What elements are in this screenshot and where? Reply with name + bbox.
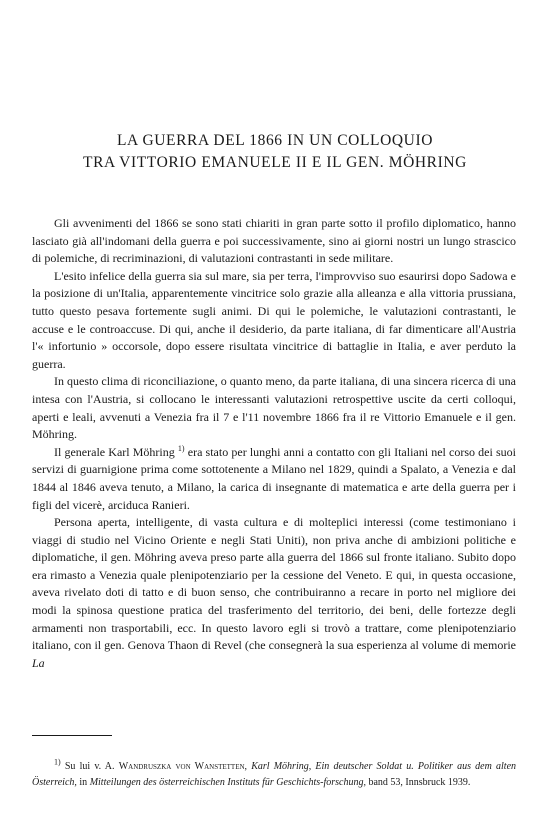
paragraph-3: In questo clima di riconciliazione, o quanto meno, da parte italiana, di una sincera ricerca di una intesa con l'Austria, si collocano le interessanti valutazioni retrospettive uscite da certi colloqui, aperti e leali, avvenuti a Venezia fra il 7 e l'11 novembre 1866 fra il re Vittorio Emanuele e il gen. Möhring. bbox=[32, 374, 516, 442]
footnote-author: Wandruszka von Wanstetten, bbox=[118, 761, 248, 772]
paragraph-1: Gli avvenimenti del 1866 se sono stati chiariti in gran parte sotto il profilo diplomatico, hanno lasciato già all'indomani della guerra e poi successivamente, sino ai giorni nostri un lungo strascico di polemiche, di recriminazioni, di valutazioni contrastanti in sede militare. bbox=[32, 216, 516, 266]
footnote-reference[interactable]: 1) bbox=[177, 443, 185, 453]
footnote-journal: Mitteilungen des österreichischen Instituts für Geschichts-forschung, bbox=[89, 777, 366, 788]
footnote bbox=[32, 759, 516, 791]
paragraph-5-text: Persona aperta, intelligente, di vasta cultura e di molteplici interessi (come testimoniano i viaggi di studio nel Vicino Oriente e negli Stati Uniti), non priva anche di ambizioni politiche e diplomatiche, il gen. Möhring aveva preso parte alla guerra del 1866 sul fronte italiano. Subito dopo era rimasto a Venezia quale plenipotenziario per la cessione del Veneto. E qui, in questa occasione, aveva rivelato doti di tatto e di buon senso, che contribuiranno a recare in porto nel migliore dei modi la spinosa questione pratica del trasferimento del territorio, dei beni, delle fortezze degli armamenti non trasportabili, ecc. In questo lavoro egli si trovò a trattare, come plenipotenziario italiano, con il gen. Genova Thaon di Revel (che consegnerà la sua esperienza al volume di memorie bbox=[32, 515, 516, 653]
footnote-separator bbox=[32, 735, 112, 736]
footnote-mark: 1) bbox=[54, 757, 61, 767]
paragraph-5-italic-end: La bbox=[32, 655, 45, 670]
paragraph-4 bbox=[32, 444, 516, 514]
article-title bbox=[20, 130, 530, 174]
title-line-1: LA GUERRA DEL 1866 IN UN COLLOQUIO bbox=[116, 132, 434, 149]
footnote-mid: in bbox=[76, 777, 90, 788]
footnote-end: band 53, Innsbruck 1939. bbox=[365, 777, 471, 788]
paragraph-2: L'esito infelice della guerra sia sul mare, sia per terra, l'improvviso suo esaurirsi dopo Sadowa e la posizione di un'Italia, apparentemente vincitrice solo grazie alla alleanza e alla vittoria prussiana, tutto questo pesava fortemente sugli animi. Di qui le polemiche, le valutazioni contrastanti, le accuse e le controaccuse. Di qui, anche il desiderio, da parte italiana, di far dimenticare all'Austria l'« infortunio » occorsole, dopo essere risultata vincitrice di battaglie in Italia, e aver perduto la guerra. bbox=[32, 268, 516, 371]
article-body bbox=[32, 215, 516, 672]
paragraph-5 bbox=[32, 514, 516, 672]
paragraph-4-rest: era stato per lunghi anni a contatto con gli Italiani nel corso dei suoi servizi di guarnigione prima come sottotenente a Milano nel 1829, quindi a Spalato, a Venezia e dal 1844 al 1846 aveva tenuto, a Milano, la carica di insegnante di matematica e arte della guerra per i figli del vicerè, arciduca Ranieri. bbox=[32, 444, 516, 512]
footnote-work: Karl Möhring, Ein deutscher Soldat u. Politiker aus dem alten Österreich, bbox=[32, 761, 517, 788]
footnote-prefix: Su lui v. A. bbox=[60, 761, 119, 772]
paragraph-4-start: Il generale Karl Möhring bbox=[54, 444, 175, 459]
title-line-2: TRA VITTORIO EMANUELE II E IL GEN. MÖHRING bbox=[83, 154, 467, 171]
